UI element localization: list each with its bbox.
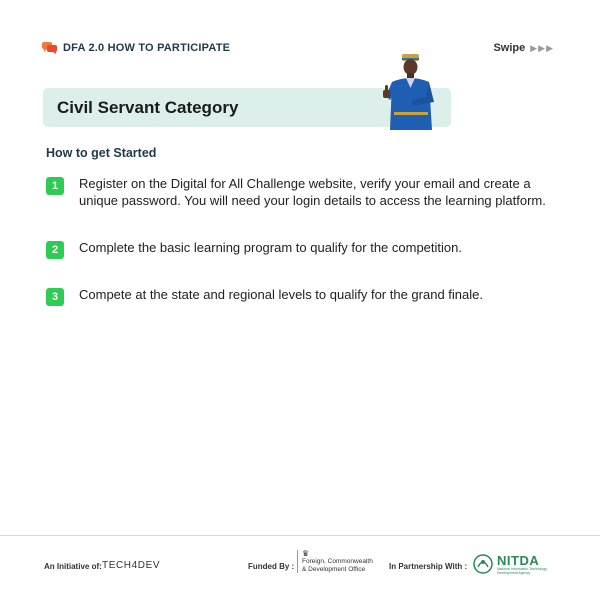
step-number-badge: 3 — [46, 288, 64, 306]
footer-divider — [0, 535, 600, 536]
step-number-badge: 2 — [46, 241, 64, 259]
funded-by-label: Funded By : — [248, 562, 295, 571]
footer — [0, 550, 600, 590]
header-brand — [42, 42, 230, 54]
step-text: Complete the basic learning program to qualify for the competition. — [79, 240, 462, 255]
category-title: Civil Servant Category — [57, 97, 239, 117]
funder-name-line1: Foreign, Commonwealth — [302, 558, 373, 565]
swipe-label: Swipe — [493, 42, 526, 54]
step-item — [46, 176, 549, 209]
partnership-label: In Partnership With : — [389, 562, 468, 571]
presenter-photo — [380, 52, 438, 130]
step-text: Register on the Digital for All Challenge website, verify your email and create a unique password. You will need your login details to access the learning platform. — [79, 176, 546, 208]
nitda-logo — [472, 553, 555, 575]
partner-subtitle: National Information Technology Development Agency — [497, 566, 547, 575]
funder-name-line2: & Development Office — [302, 565, 366, 573]
swipe-indicator[interactable] — [493, 42, 554, 54]
section-subheading: How to get Started — [46, 146, 157, 160]
step-item — [46, 287, 549, 306]
step-item — [46, 240, 549, 259]
fcdo-logo — [297, 550, 382, 573]
page-header-title: DFA 2.0 HOW TO PARTICIPATE — [63, 42, 231, 54]
crest-icon: ♛ — [302, 549, 310, 558]
partner-name: NITDA — [497, 552, 540, 568]
swipe-arrows-icon: ▶▶▶ — [530, 42, 554, 53]
initiative-label: An Initiative of: — [44, 562, 102, 571]
tech4dev-logo: TECH4DEV — [102, 560, 161, 571]
step-text: Compete at the state and regional levels to qualify for the grand finale. — [79, 287, 483, 302]
step-number-badge: 1 — [46, 177, 64, 195]
chat-bubbles-icon — [42, 42, 57, 54]
nitda-emblem-icon — [472, 553, 494, 575]
